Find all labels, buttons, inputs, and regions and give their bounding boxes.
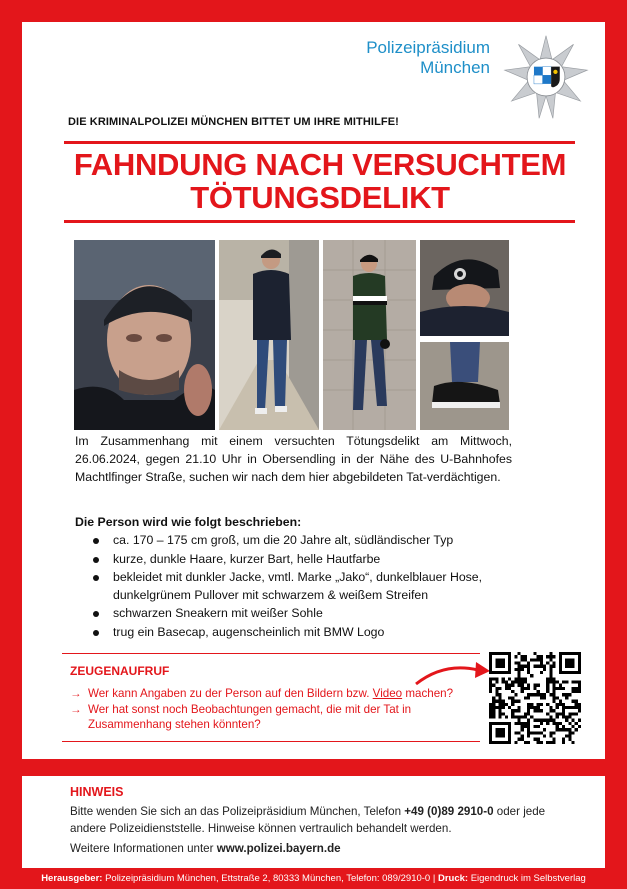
witness-question-2: → Wer hat sonst noch Beobachtungen gemacht, die mit der Tat in Zusammenhang stehen könnten? bbox=[70, 703, 412, 731]
footer: Herausgeber: Polizeipräsidium München, Ettstraße 2, 80333 München, Telefon: 089/2910-0 | Druck: Eigendruck im Selbstverlag bbox=[41, 873, 586, 884]
notice-box bbox=[22, 776, 605, 868]
suspect-photo-street bbox=[323, 240, 416, 430]
list-item: trug ein Basecap, augenscheinlich mit BMW Logo bbox=[93, 624, 523, 642]
witness-title: ZEUGENAUFRUF bbox=[70, 664, 170, 678]
headline-rule-top bbox=[64, 141, 575, 144]
description-list bbox=[93, 532, 523, 642]
qr-code[interactable] bbox=[489, 652, 581, 744]
witness-rule-bottom bbox=[62, 741, 480, 742]
description-title: Die Person wird wie folgt beschrieben: bbox=[75, 515, 302, 529]
title-line-2: TÖTUNGSDELIKT bbox=[190, 180, 450, 215]
title-line-1: FAHNDUNG NACH VERSUCHTEM bbox=[73, 147, 567, 182]
suspect-photo-sneakers bbox=[420, 342, 509, 430]
suspect-photo-face bbox=[74, 240, 215, 430]
witness-question-1: → Wer kann Angaben zu der Person auf den Bildern bzw. Video machen? bbox=[70, 687, 454, 700]
list-item: kurze, dunkle Haare, kurzer Bart, helle Hautfarbe bbox=[93, 551, 523, 569]
video-link[interactable]: Video bbox=[372, 687, 403, 700]
suspect-photo-cap bbox=[420, 240, 509, 336]
list-item: bekleidet mit dunkler Jacke, vmtl. Marke „Jako“, dunkelblauer Hose, dunkelgrünem Pullover mit schwarzem & weißem Streifen bbox=[93, 569, 523, 604]
suspect-photo-corridor bbox=[219, 240, 319, 430]
phone-number: +49 (0)89 2910-0 bbox=[404, 805, 494, 818]
list-item: schwarzen Sneakern mit weißer Sohle bbox=[93, 605, 523, 623]
notice-title: HINWEIS bbox=[70, 785, 124, 799]
curved-arrow-icon bbox=[414, 656, 492, 686]
notice-text: Bitte wenden Sie sich an das Polizeipräsidium München, Telefon +49 (0)89 2910-0 oder jede andere Polizeidienststelle. Hinweise können vertraulich behandelt werden. bbox=[70, 805, 546, 835]
brand-line-1: Polizeipräsidium bbox=[366, 38, 490, 57]
arrow-right-icon: → bbox=[70, 703, 82, 716]
page-title bbox=[60, 148, 580, 214]
witness-rule-top bbox=[62, 653, 480, 654]
intro-paragraph: Im Zusammenhang mit einem versuchten Tötungsdelikt am Mittwoch, 26.06.2024, gegen 21.10 Uhr in Obersendling in der Nähe des U-Bahnhofes Machtlfinger Straße, suchen wir nach dem hier abgebildeten Tat-verdächtigen. bbox=[75, 434, 512, 484]
brand-name bbox=[325, 38, 490, 78]
brand-line-2: München bbox=[420, 58, 490, 77]
police-star-icon bbox=[503, 34, 589, 120]
appeal-heading: DIE KRIMINALPOLIZEI MÜNCHEN BITTET UM IHRE MITHILFE! bbox=[68, 116, 399, 128]
more-info: Weitere Informationen unter www.polizei.bayern.de bbox=[70, 842, 341, 855]
headline-rule-bottom bbox=[64, 220, 575, 223]
list-item: ca. 170 – 175 cm groß, um die 20 Jahre alt, südländischer Typ bbox=[93, 532, 523, 550]
arrow-right-icon: → bbox=[70, 687, 82, 700]
website-link[interactable]: www.polizei.bayern.de bbox=[216, 842, 341, 855]
